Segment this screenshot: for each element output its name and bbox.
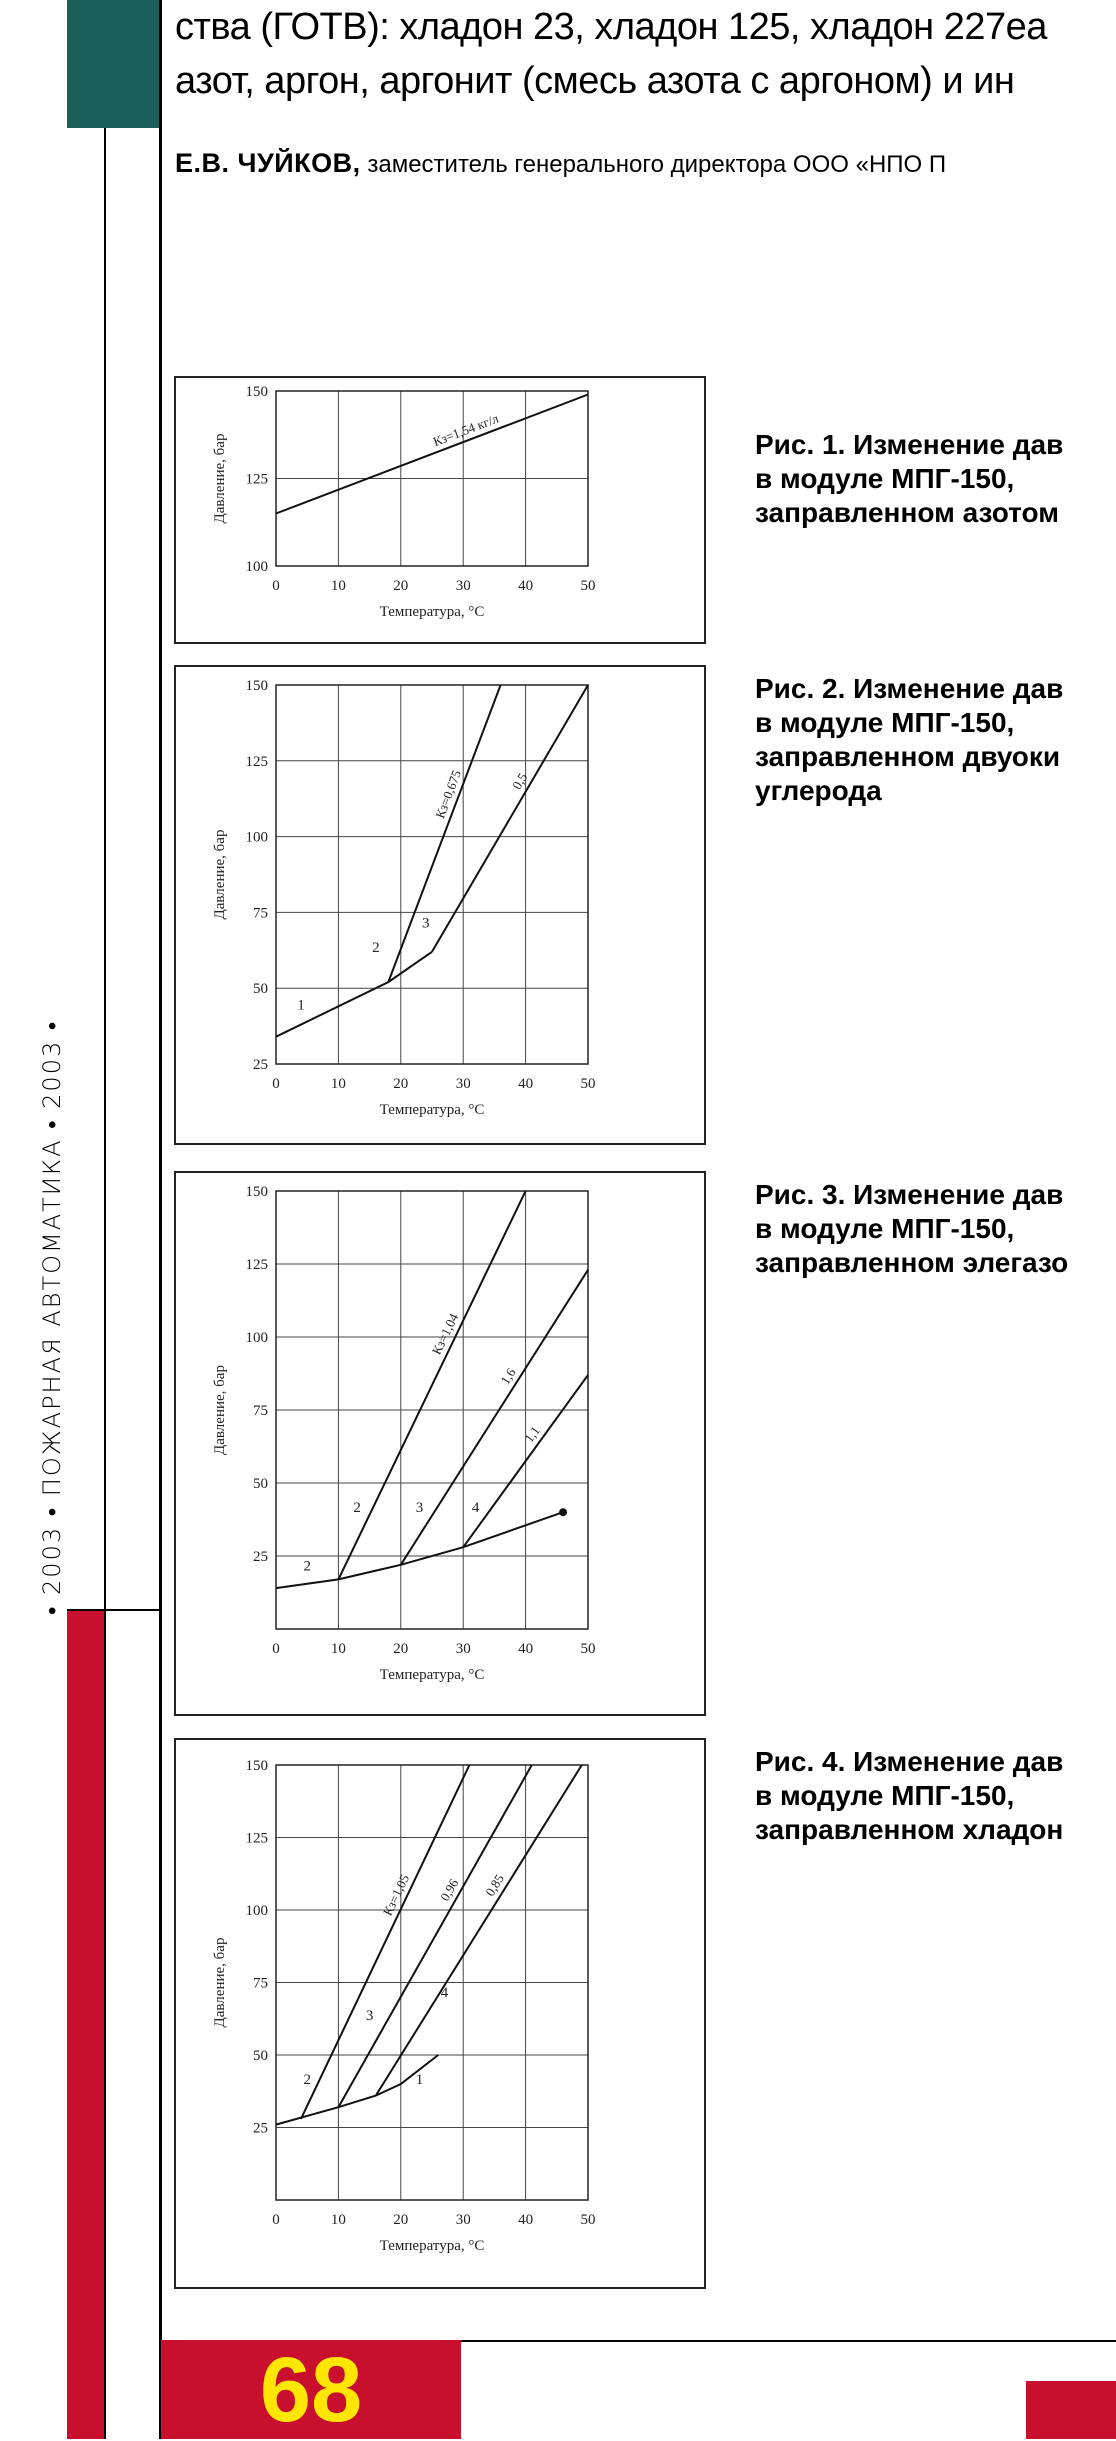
series-line-1 [276,952,432,1037]
series-line-3 [401,1270,588,1565]
y-tick-label: 50 [253,2048,268,2064]
x-tick-label: 20 [393,1076,409,1092]
y-tick-label: 125 [245,1830,268,1847]
caption-line: углерода [755,775,882,806]
x-tick-label: 40 [518,1076,534,1092]
x-tick-label: 20 [393,1641,409,1657]
author-position: заместитель генерального директора ООО «НПО П [367,151,947,178]
curve-number-label: 3 [415,1500,424,1517]
y-tick-label: 150 [245,678,268,694]
curve-number-label: 3 [422,915,430,932]
series-label: 0,5 [509,770,531,792]
intro-line-1: ства (ГОТВ): хладон 23, хладон 125, хладон 227еа [175,6,1047,48]
y-tick-label: 125 [245,753,268,770]
curve-number-label: 2 [303,1558,311,1575]
chart-4-svg [176,1740,704,2287]
caption-line: заправленном элегазо [755,1247,1069,1278]
curve-number-label: 2 [353,1500,361,1517]
y-tick-label: 75 [253,905,268,922]
x-tick-label: 10 [330,1641,346,1657]
caption-line: в модуле МПГ-150, [755,1213,1015,1244]
series-line-1 [276,395,588,514]
caption-line: заправленном азотом [755,497,1059,528]
red-side-strip [67,1610,104,2439]
x-axis-label: Температура, °С [379,2238,485,2254]
y-tick-label: 50 [253,981,268,998]
y-tick-label: 100 [245,1903,268,1919]
x-tick-label: 40 [518,2212,534,2228]
series-label: 0,96 [437,1876,462,1904]
x-tick-label: 20 [393,578,409,594]
series-line-3 [338,1765,531,2107]
y-tick-label: 125 [245,471,268,488]
x-tick-label: 10 [330,578,346,594]
series-label: 1,6 [497,1365,519,1388]
x-axis-label: Температура, °С [379,1102,485,1118]
series-label: Кз=1,04 [428,1311,462,1357]
chart-1-svg [176,378,704,642]
caption-line: в модуле МПГ-150, [755,1780,1015,1811]
curve-number-label: 4 [440,1985,449,2001]
y-tick-label: 25 [253,2120,268,2137]
x-tick-label: 50 [580,1076,596,1092]
intro-line-2: азот, аргон, аргонит (смесь азота с аргоном) и ин [175,60,1015,102]
x-tick-label: 50 [580,578,596,594]
series-line-4 [376,1765,582,2096]
x-axis-label: Температура, °С [379,1667,485,1683]
series-line-1 [276,2055,438,2125]
x-tick-label: 30 [455,1641,471,1657]
figure-1 [174,376,706,644]
caption-line: Рис. 1. Изменение дав [755,429,1064,460]
x-tick-label: 10 [330,2212,346,2228]
x-tick-label: 30 [455,2212,471,2228]
figure-2-caption [755,672,1116,808]
y-tick-label: 100 [245,829,268,846]
y-axis-label: Давление, бар [212,829,228,920]
series-line-2 [338,1191,525,1579]
series-line-1 [276,1512,563,1588]
author-name: Е.В. ЧУЙКОВ, [175,148,361,178]
x-axis-label: Температура, °С [379,604,485,620]
x-tick-label: 0 [272,1076,280,1092]
y-tick-label: 25 [253,1057,268,1073]
y-tick-label: 100 [245,1330,268,1346]
x-tick-label: 40 [518,578,534,594]
y-tick-label: 150 [245,1758,268,1774]
x-tick-label: 30 [455,578,471,594]
curve-number-label: 1 [297,997,305,1014]
series-label: Кз=1,54 кг/л [430,410,501,450]
x-tick-label: 40 [518,1641,534,1657]
y-tick-label: 150 [245,384,268,400]
x-tick-label: 20 [393,2212,409,2228]
series-label: 1,1 [521,1423,543,1446]
curve-number-label: 4 [471,1500,480,1517]
caption-line: Рис. 3. Изменение дав [755,1179,1064,1210]
curve-number-label: 2 [303,2072,311,2088]
y-tick-label: 100 [245,559,268,575]
y-tick-label: 75 [253,1975,268,1992]
caption-line: в модуле МПГ-150, [755,707,1015,738]
content-rule [159,0,162,2439]
figure-4-caption [755,1745,1116,1847]
y-axis-label: Давление, бар [212,433,228,524]
x-tick-label: 50 [580,1641,596,1657]
series-line-2 [301,1765,469,2119]
x-tick-label: 0 [272,578,280,594]
x-tick-label: 10 [330,1076,346,1092]
figure-3-caption [755,1178,1116,1280]
strip-divider [67,1609,161,1611]
x-tick-label: 0 [272,2212,280,2228]
caption-line: в модуле МПГ-150, [755,463,1015,494]
series-end-marker [559,1508,567,1516]
series-label: 0,85 [482,1871,507,1899]
author-line [175,148,1116,179]
y-tick-label: 50 [253,1476,268,1492]
figure-4 [174,1738,706,2289]
chart-3-svg [176,1173,704,1714]
x-tick-label: 0 [272,1641,280,1657]
figure-3 [174,1171,706,1716]
figure-1-caption [755,428,1116,530]
footer-accent [1026,2381,1116,2439]
chart-2-svg [176,667,704,1143]
curve-number-label: 1 [415,2072,424,2088]
caption-line: Рис. 4. Изменение дав [755,1746,1064,1777]
y-tick-label: 25 [253,1549,268,1565]
y-tick-label: 150 [245,1184,268,1200]
y-tick-label: 125 [245,1257,268,1273]
intro-text [175,0,1116,108]
caption-line: заправленном хладон [755,1814,1064,1845]
left-rule [104,128,106,2439]
sidebar-vertical-text: • 2003 • ПОЖАРНАЯ АВТОМАТИКА • 2003 • [38,1019,66,1615]
caption-line: заправленном двуоки [755,741,1061,772]
curve-number-label: 3 [365,2008,374,2025]
x-tick-label: 50 [580,2212,596,2228]
y-axis-label: Давление, бар [212,1937,228,2028]
series-line-2 [388,685,500,982]
plot-frame [276,685,588,1064]
series-label: Кз=1,05 [379,1871,413,1918]
page-number: 68 [259,2338,363,2441]
caption-line: Рис. 2. Изменение дав [755,673,1064,704]
teal-accent-block [67,0,161,128]
series-label: Кз=0,675 [432,768,465,821]
curve-number-label: 2 [372,939,380,956]
x-tick-label: 30 [455,1076,471,1092]
figure-2 [174,665,706,1145]
y-tick-label: 75 [253,1403,268,1419]
y-axis-label: Давление, бар [212,1365,228,1455]
series-line-3 [432,685,588,952]
